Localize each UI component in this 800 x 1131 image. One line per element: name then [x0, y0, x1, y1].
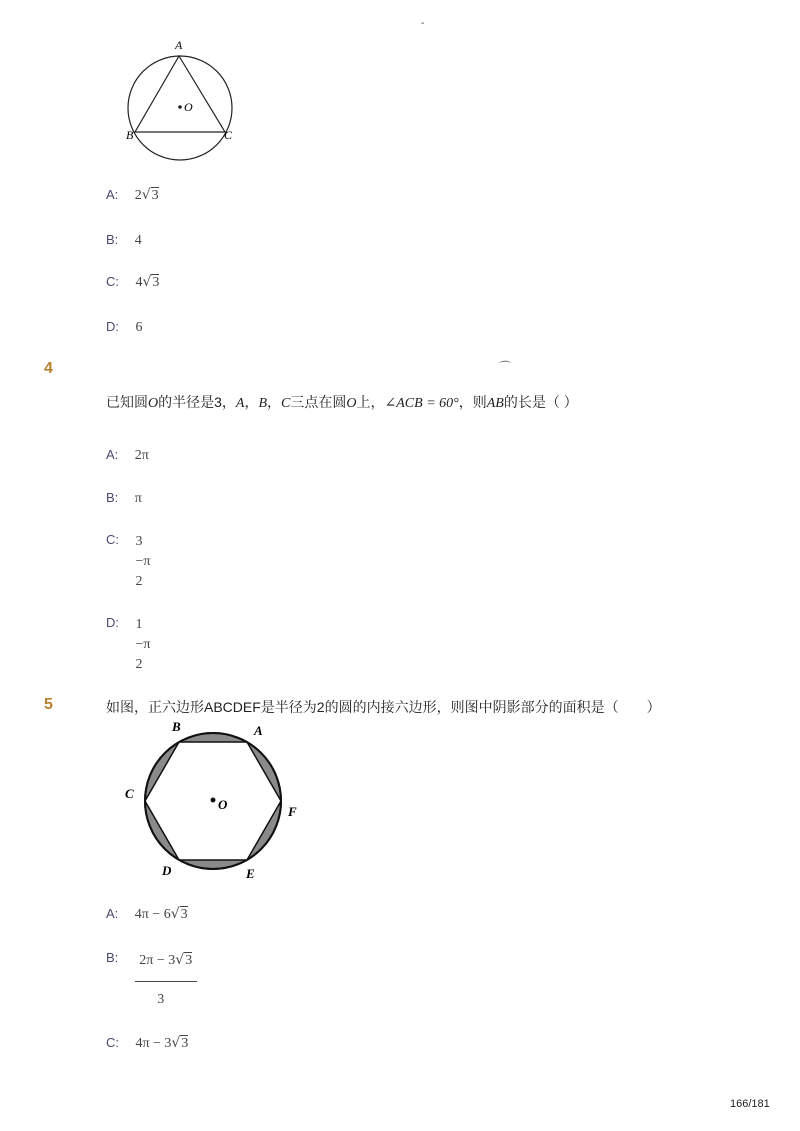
q4-option-a[interactable]: A: 2π: [106, 447, 149, 463]
triangle-in-circle-figure: [118, 36, 248, 162]
label-a: A: [254, 723, 263, 738]
q5-option-a[interactable]: A: 4π − 6√3: [106, 906, 188, 922]
question-number-5: 5: [44, 696, 53, 713]
question-number-4: 4: [44, 360, 53, 377]
q4-option-d[interactable]: $^{D:}$ 1 −π 2: [106, 615, 151, 672]
q3-option-d[interactable]: D: 6: [106, 319, 143, 335]
label-b: B: [126, 128, 134, 142]
question-4-stem: 已知圆O的半径是3，A，B，C三点在圆O上，∠ACB = 60°，则AB的长是（ ）: [106, 394, 578, 411]
q3-option-c[interactable]: C: 4√3: [106, 274, 160, 290]
q4-option-b[interactable]: B: π: [106, 490, 142, 506]
label-f: F: [288, 804, 297, 819]
q3-option-b[interactable]: B: 4: [106, 232, 142, 248]
page-number: 166/181: [730, 1098, 770, 1110]
label-e: E: [246, 866, 255, 881]
top-mark: -: [421, 18, 425, 29]
label-c: C: [125, 786, 134, 801]
hexagon-in-circle-figure: [118, 716, 308, 886]
q3-option-a[interactable]: A: 2√3: [106, 187, 159, 203]
label-o: O: [218, 797, 228, 812]
label-d: D: [162, 863, 172, 878]
label-c: C: [224, 128, 233, 142]
q5-option-b[interactable]: $^{B:}$ $\frac{2\pi - 3√3}{3}$: [106, 950, 197, 1010]
q5-option-c[interactable]: C: 4π − 3√3: [106, 1035, 189, 1051]
q4-option-c[interactable]: $^{C:}$ 3 −π 2: [106, 532, 151, 589]
label-b: B: [172, 719, 181, 734]
label-o: O: [184, 100, 193, 114]
option-letter: A:: [106, 187, 119, 202]
label-a: A: [175, 38, 183, 52]
question-5-stem: 如图，正六边形ABCDEF是半径为2的圆的内接六边形，则图中阴影部分的面积是（ ）: [106, 699, 661, 715]
arc-mark: ⌒: [499, 360, 512, 374]
